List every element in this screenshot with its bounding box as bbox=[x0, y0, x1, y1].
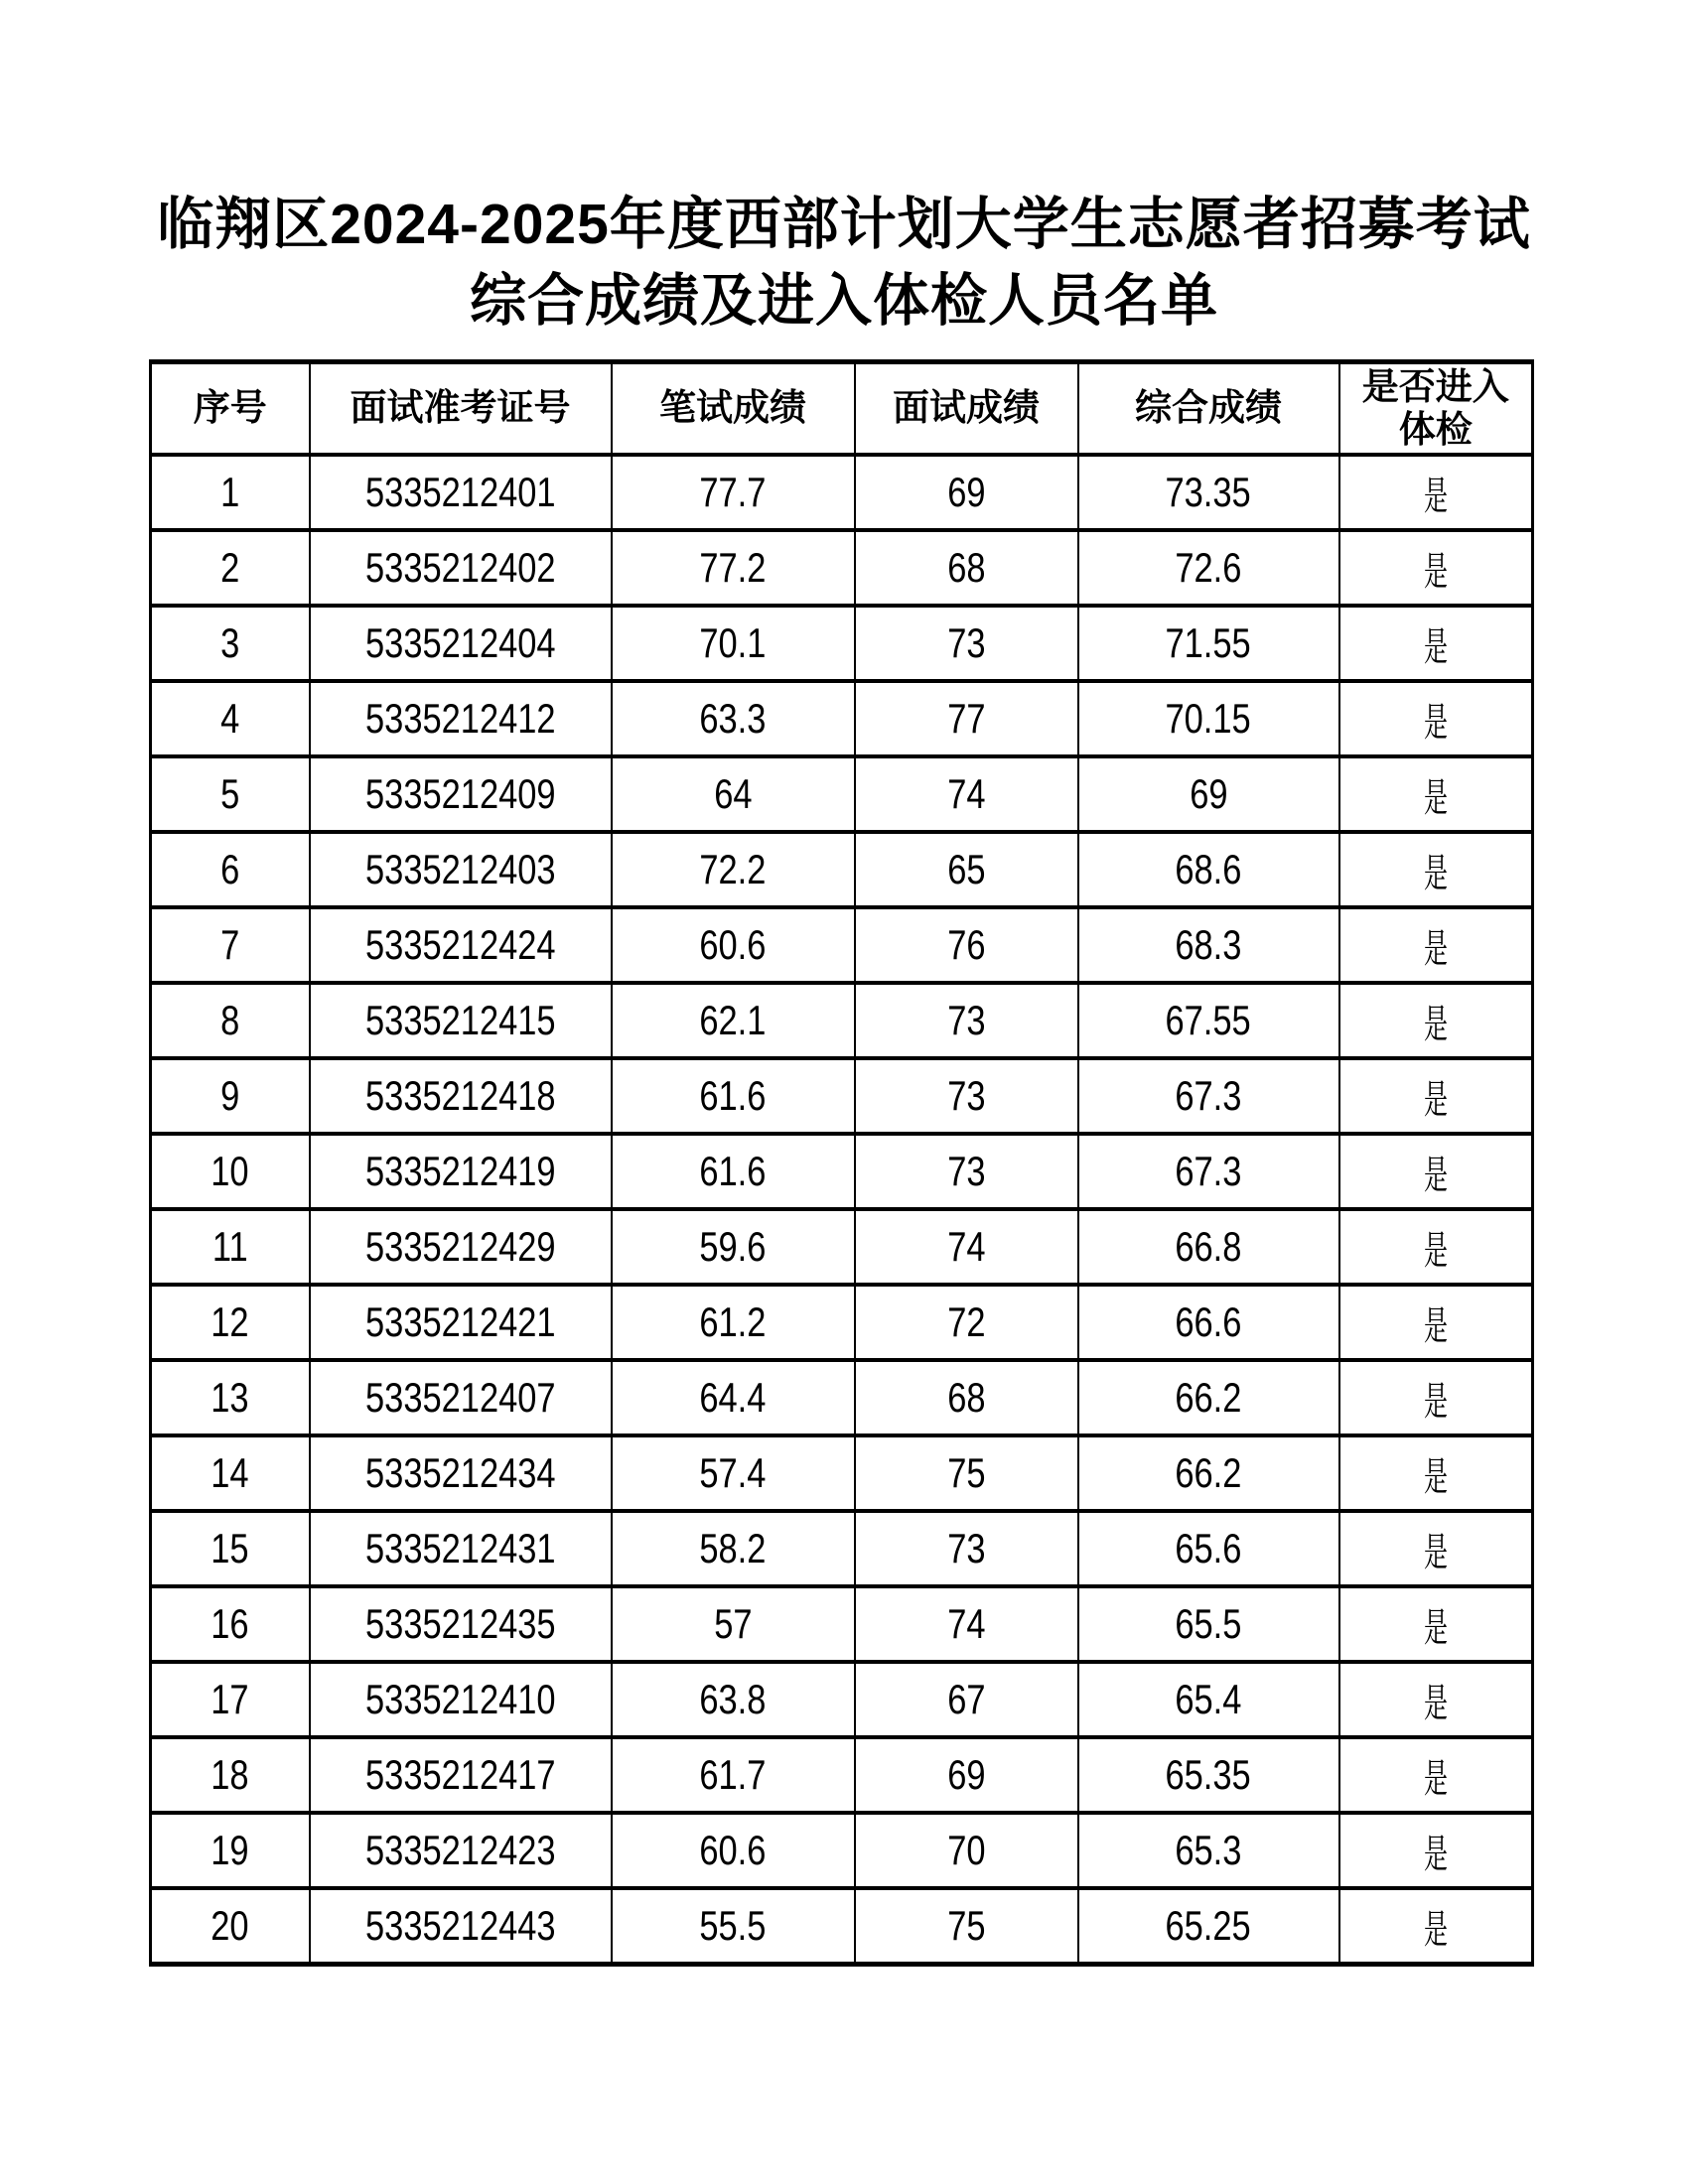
cell-text: 68 bbox=[946, 544, 986, 592]
cell-seq-no bbox=[151, 1737, 310, 1813]
cell-medical-check bbox=[1339, 832, 1533, 907]
cell-medical-check bbox=[1339, 1058, 1533, 1134]
cell-interview-score bbox=[855, 1888, 1078, 1965]
cell-overall-score bbox=[1078, 606, 1339, 681]
cell-written-score bbox=[612, 1209, 855, 1285]
cell-text: 59.6 bbox=[699, 1223, 767, 1271]
cell-text: 是 bbox=[1423, 474, 1448, 518]
cell-text: 63.8 bbox=[699, 1676, 767, 1723]
cell-text: 61.6 bbox=[699, 1072, 767, 1120]
cell-ticket-number bbox=[310, 1134, 612, 1209]
cell-text: 是 bbox=[1423, 1681, 1448, 1725]
cell-written-score bbox=[612, 1511, 855, 1586]
table-row bbox=[151, 606, 1533, 681]
cell-interview-score bbox=[855, 1813, 1078, 1888]
cell-text: 68.3 bbox=[1175, 921, 1242, 969]
cell-text: 67.3 bbox=[1175, 1072, 1242, 1120]
cell-overall-score bbox=[1078, 907, 1339, 983]
cell-interview-score bbox=[855, 1435, 1078, 1511]
cell-written-score bbox=[612, 530, 855, 606]
cell-text: 69 bbox=[946, 1751, 986, 1799]
cell-text: 65.5 bbox=[1175, 1600, 1242, 1648]
cell-overall-score bbox=[1078, 681, 1339, 756]
table-row bbox=[151, 1209, 1533, 1285]
cell-interview-score bbox=[855, 455, 1078, 530]
cell-written-score bbox=[612, 832, 855, 907]
cell-written-score bbox=[612, 1888, 855, 1965]
cell-text: 70.1 bbox=[699, 619, 767, 667]
table-row bbox=[151, 832, 1533, 907]
cell-text: 76 bbox=[946, 921, 986, 969]
cell-seq-no bbox=[151, 907, 310, 983]
cell-ticket-number bbox=[310, 530, 612, 606]
cell-text: 75 bbox=[946, 1902, 986, 1950]
cell-text: 66.6 bbox=[1175, 1298, 1242, 1346]
cell-medical-check bbox=[1339, 1209, 1533, 1285]
cell-written-score bbox=[612, 1813, 855, 1888]
cell-medical-check bbox=[1339, 1586, 1533, 1662]
cell-text: 5335212443 bbox=[364, 1902, 556, 1950]
cell-text: 14 bbox=[211, 1449, 249, 1497]
cell-text: 65.4 bbox=[1175, 1676, 1242, 1723]
cell-medical-check bbox=[1339, 455, 1533, 530]
cell-text: 5335212412 bbox=[364, 695, 556, 743]
cell-text: 65.3 bbox=[1175, 1827, 1242, 1874]
cell-text: 是 bbox=[1423, 1153, 1448, 1197]
cell-text: 是 bbox=[1423, 851, 1448, 895]
cell-written-score bbox=[612, 1435, 855, 1511]
cell-text: 是 bbox=[1423, 1454, 1448, 1499]
cell-text: 65.35 bbox=[1165, 1751, 1252, 1799]
cell-text: 是 bbox=[1423, 1605, 1448, 1650]
cell-text: 8 bbox=[220, 997, 240, 1044]
cell-overall-score bbox=[1078, 1511, 1339, 1586]
cell-text: 73 bbox=[946, 997, 986, 1044]
cell-text: 67 bbox=[946, 1676, 986, 1723]
cell-text: 60.6 bbox=[699, 921, 767, 969]
cell-text: 72.6 bbox=[1175, 544, 1242, 592]
cell-medical-check bbox=[1339, 1813, 1533, 1888]
cell-text: 是 bbox=[1423, 775, 1448, 820]
cell-text: 66.2 bbox=[1175, 1449, 1242, 1497]
cell-text: 64.4 bbox=[699, 1374, 767, 1422]
cell-seq-no bbox=[151, 983, 310, 1058]
cell-text: 61.2 bbox=[699, 1298, 767, 1346]
cell-text: 5335212424 bbox=[364, 921, 556, 969]
cell-text: 5335212421 bbox=[364, 1298, 556, 1346]
table-row bbox=[151, 1586, 1533, 1662]
cell-text: 10 bbox=[211, 1148, 249, 1195]
cell-text: 18 bbox=[211, 1751, 249, 1799]
cell-overall-score bbox=[1078, 1285, 1339, 1360]
cell-seq-no bbox=[151, 606, 310, 681]
table-row bbox=[151, 1813, 1533, 1888]
cell-text: 77.2 bbox=[699, 544, 767, 592]
cell-medical-check bbox=[1339, 1737, 1533, 1813]
cell-text: 70 bbox=[946, 1827, 986, 1874]
cell-text: 是 bbox=[1423, 926, 1448, 971]
cell-text: 5335212429 bbox=[364, 1223, 556, 1271]
cell-medical-check bbox=[1339, 1134, 1533, 1209]
cell-text: 6 bbox=[220, 846, 240, 893]
cell-medical-check bbox=[1339, 1360, 1533, 1435]
cell-text: 13 bbox=[211, 1374, 249, 1422]
cell-seq-no bbox=[151, 832, 310, 907]
cell-ticket-number bbox=[310, 455, 612, 530]
cell-written-score bbox=[612, 681, 855, 756]
table-row bbox=[151, 907, 1533, 983]
table-row bbox=[151, 1360, 1533, 1435]
cell-seq-no bbox=[151, 1435, 310, 1511]
cell-text: 5335212407 bbox=[364, 1374, 556, 1422]
cell-seq-no bbox=[151, 1209, 310, 1285]
cell-text: 69 bbox=[1189, 770, 1228, 818]
cell-ticket-number bbox=[310, 1662, 612, 1737]
cell-seq-no bbox=[151, 1134, 310, 1209]
cell-ticket-number bbox=[310, 1285, 612, 1360]
table-row bbox=[151, 983, 1533, 1058]
cell-ticket-number bbox=[310, 983, 612, 1058]
cell-text: 75 bbox=[946, 1449, 986, 1497]
cell-text: 5335212415 bbox=[364, 997, 556, 1044]
cell-written-score bbox=[612, 455, 855, 530]
cell-interview-score bbox=[855, 907, 1078, 983]
cell-text: 61.7 bbox=[699, 1751, 767, 1799]
score-table bbox=[149, 359, 1534, 1967]
cell-text: 是 bbox=[1423, 1077, 1448, 1122]
cell-text: 5335212434 bbox=[364, 1449, 556, 1497]
cell-medical-check bbox=[1339, 756, 1533, 832]
cell-ticket-number bbox=[310, 1511, 612, 1586]
cell-overall-score bbox=[1078, 1813, 1339, 1888]
cell-text: 5335212417 bbox=[364, 1751, 556, 1799]
cell-seq-no bbox=[151, 455, 310, 530]
cell-text: 是 bbox=[1423, 1832, 1448, 1876]
cell-text: 16 bbox=[211, 1600, 249, 1648]
page-title bbox=[0, 187, 1688, 340]
cell-written-score bbox=[612, 1586, 855, 1662]
cell-medical-check bbox=[1339, 1888, 1533, 1965]
cell-text: 7 bbox=[220, 921, 240, 969]
cell-written-score bbox=[612, 756, 855, 832]
cell-text: 72.2 bbox=[699, 846, 767, 893]
cell-overall-score bbox=[1078, 1058, 1339, 1134]
cell-text: 77 bbox=[946, 695, 986, 743]
cell-text: 55.5 bbox=[699, 1902, 767, 1950]
cell-interview-score bbox=[855, 1285, 1078, 1360]
cell-seq-no bbox=[151, 1813, 310, 1888]
header-row bbox=[151, 362, 1533, 456]
cell-text: 5335212431 bbox=[364, 1525, 556, 1572]
table-row bbox=[151, 530, 1533, 606]
cell-seq-no bbox=[151, 756, 310, 832]
table-row bbox=[151, 1134, 1533, 1209]
cell-text: 69 bbox=[946, 469, 986, 516]
cell-ticket-number bbox=[310, 907, 612, 983]
cell-text: 5335212403 bbox=[364, 846, 556, 893]
cell-medical-check bbox=[1339, 907, 1533, 983]
cell-interview-score bbox=[855, 1737, 1078, 1813]
cell-text: 67.55 bbox=[1165, 997, 1252, 1044]
cell-seq-no bbox=[151, 1511, 310, 1586]
cell-interview-score bbox=[855, 983, 1078, 1058]
table-row bbox=[151, 1285, 1533, 1360]
cell-seq-no bbox=[151, 681, 310, 756]
cell-interview-score bbox=[855, 756, 1078, 832]
cell-seq-no bbox=[151, 1285, 310, 1360]
cell-text: 5 bbox=[220, 770, 240, 818]
cell-text: 是 bbox=[1423, 1379, 1448, 1424]
cell-text: 5335212435 bbox=[364, 1600, 556, 1648]
cell-medical-check bbox=[1339, 1511, 1533, 1586]
cell-text: 74 bbox=[946, 1600, 986, 1648]
cell-text: 5335212410 bbox=[364, 1676, 556, 1723]
cell-text: 是 bbox=[1423, 1303, 1448, 1348]
cell-text: 是 bbox=[1423, 1756, 1448, 1801]
cell-interview-score bbox=[855, 1586, 1078, 1662]
cell-text: 65.6 bbox=[1175, 1525, 1242, 1572]
cell-text: 58.2 bbox=[699, 1525, 767, 1572]
cell-text: 66.8 bbox=[1175, 1223, 1242, 1271]
cell-text: 60.6 bbox=[699, 1827, 767, 1874]
cell-interview-score bbox=[855, 1662, 1078, 1737]
header-seq-no: 序号 bbox=[151, 362, 310, 456]
cell-ticket-number bbox=[310, 832, 612, 907]
cell-medical-check bbox=[1339, 1285, 1533, 1360]
cell-text: 5335212419 bbox=[364, 1148, 556, 1195]
cell-text: 71.55 bbox=[1165, 619, 1252, 667]
cell-overall-score bbox=[1078, 983, 1339, 1058]
cell-text: 73.35 bbox=[1165, 469, 1252, 516]
cell-text: 是 bbox=[1423, 1530, 1448, 1574]
cell-interview-score bbox=[855, 1360, 1078, 1435]
cell-ticket-number bbox=[310, 1737, 612, 1813]
cell-text: 73 bbox=[946, 1148, 986, 1195]
cell-text: 67.3 bbox=[1175, 1148, 1242, 1195]
table-row bbox=[151, 1888, 1533, 1965]
cell-text: 是 bbox=[1423, 1002, 1448, 1046]
cell-medical-check bbox=[1339, 1435, 1533, 1511]
cell-text: 是 bbox=[1423, 1228, 1448, 1273]
cell-ticket-number bbox=[310, 1888, 612, 1965]
cell-medical-check bbox=[1339, 983, 1533, 1058]
cell-text: 20 bbox=[211, 1902, 249, 1950]
cell-text: 73 bbox=[946, 619, 986, 667]
cell-overall-score bbox=[1078, 1586, 1339, 1662]
cell-ticket-number bbox=[310, 1586, 612, 1662]
cell-text: 57.4 bbox=[699, 1449, 767, 1497]
cell-text: 4 bbox=[220, 695, 240, 743]
cell-ticket-number bbox=[310, 1209, 612, 1285]
cell-text: 9 bbox=[220, 1072, 240, 1120]
table-row bbox=[151, 1662, 1533, 1737]
cell-interview-score bbox=[855, 1058, 1078, 1134]
cell-written-score bbox=[612, 1285, 855, 1360]
cell-text: 是 bbox=[1423, 700, 1448, 745]
cell-text: 1 bbox=[220, 469, 240, 516]
cell-text: 73 bbox=[946, 1072, 986, 1120]
table-row bbox=[151, 455, 1533, 530]
cell-interview-score bbox=[855, 606, 1078, 681]
table-row bbox=[151, 756, 1533, 832]
header-medical-check: 是否进入体检 bbox=[1339, 362, 1533, 456]
cell-overall-score bbox=[1078, 1134, 1339, 1209]
cell-seq-no bbox=[151, 1662, 310, 1737]
cell-text: 62.1 bbox=[699, 997, 767, 1044]
cell-text: 是 bbox=[1423, 549, 1448, 594]
cell-interview-score bbox=[855, 1511, 1078, 1586]
cell-overall-score bbox=[1078, 1209, 1339, 1285]
cell-overall-score bbox=[1078, 1662, 1339, 1737]
cell-written-score bbox=[612, 606, 855, 681]
cell-overall-score bbox=[1078, 530, 1339, 606]
cell-overall-score bbox=[1078, 1435, 1339, 1511]
cell-text: 2 bbox=[220, 544, 240, 592]
cell-overall-score bbox=[1078, 756, 1339, 832]
cell-seq-no bbox=[151, 1058, 310, 1134]
cell-text: 19 bbox=[211, 1827, 249, 1874]
cell-text: 11 bbox=[211, 1223, 248, 1271]
table-row bbox=[151, 1058, 1533, 1134]
cell-text: 5335212402 bbox=[364, 544, 556, 592]
cell-seq-no bbox=[151, 1360, 310, 1435]
cell-text: 5335212418 bbox=[364, 1072, 556, 1120]
cell-written-score bbox=[612, 1737, 855, 1813]
cell-text: 70.15 bbox=[1165, 695, 1252, 743]
cell-text: 是 bbox=[1423, 1907, 1448, 1952]
cell-text: 68 bbox=[946, 1374, 986, 1422]
cell-written-score bbox=[612, 907, 855, 983]
table-row bbox=[151, 1435, 1533, 1511]
cell-text: 是 bbox=[1423, 624, 1448, 669]
cell-text: 74 bbox=[946, 770, 986, 818]
cell-ticket-number bbox=[310, 1360, 612, 1435]
cell-text: 74 bbox=[946, 1223, 986, 1271]
cell-text: 68.6 bbox=[1175, 846, 1242, 893]
cell-text: 5335212404 bbox=[364, 619, 556, 667]
cell-overall-score bbox=[1078, 832, 1339, 907]
cell-text: 66.2 bbox=[1175, 1374, 1242, 1422]
cell-overall-score bbox=[1078, 1888, 1339, 1965]
cell-interview-score bbox=[855, 1134, 1078, 1209]
cell-text: 57 bbox=[713, 1600, 753, 1648]
cell-interview-score bbox=[855, 530, 1078, 606]
cell-text: 5335212401 bbox=[364, 469, 556, 516]
cell-overall-score bbox=[1078, 1737, 1339, 1813]
cell-interview-score bbox=[855, 832, 1078, 907]
cell-seq-no bbox=[151, 1586, 310, 1662]
cell-written-score bbox=[612, 1134, 855, 1209]
cell-interview-score bbox=[855, 681, 1078, 756]
cell-ticket-number bbox=[310, 1813, 612, 1888]
cell-overall-score bbox=[1078, 1360, 1339, 1435]
table-row bbox=[151, 1511, 1533, 1586]
cell-ticket-number bbox=[310, 681, 612, 756]
cell-written-score bbox=[612, 1360, 855, 1435]
cell-text: 65 bbox=[946, 846, 986, 893]
cell-ticket-number bbox=[310, 1058, 612, 1134]
cell-medical-check bbox=[1339, 681, 1533, 756]
cell-text: 3 bbox=[220, 619, 240, 667]
cell-text: 65.25 bbox=[1165, 1902, 1252, 1950]
cell-ticket-number bbox=[310, 1435, 612, 1511]
cell-text: 72 bbox=[946, 1298, 986, 1346]
cell-written-score bbox=[612, 1058, 855, 1134]
cell-text: 64 bbox=[713, 770, 753, 818]
cell-text: 5335212409 bbox=[364, 770, 556, 818]
cell-seq-no bbox=[151, 530, 310, 606]
cell-text: 17 bbox=[211, 1676, 249, 1723]
cell-seq-no bbox=[151, 1888, 310, 1965]
page-title-line1: 临翔区2024-2025年度西部计划大学生志愿者招募考试 bbox=[157, 193, 1531, 256]
cell-medical-check bbox=[1339, 606, 1533, 681]
header-overall-score: 综合成绩 bbox=[1078, 362, 1339, 456]
table-row bbox=[151, 681, 1533, 756]
cell-written-score bbox=[612, 1662, 855, 1737]
header-interview-score: 面试成绩 bbox=[855, 362, 1078, 456]
cell-ticket-number bbox=[310, 606, 612, 681]
cell-text: 61.6 bbox=[699, 1148, 767, 1195]
cell-overall-score bbox=[1078, 455, 1339, 530]
header-ticket-number: 面试准考证号 bbox=[310, 362, 612, 456]
cell-medical-check bbox=[1339, 530, 1533, 606]
table-row bbox=[151, 1737, 1533, 1813]
cell-interview-score bbox=[855, 1209, 1078, 1285]
cell-medical-check bbox=[1339, 1662, 1533, 1737]
page-title-line2: 综合成绩及进入体检人员名单 bbox=[470, 269, 1218, 333]
cell-text: 12 bbox=[211, 1298, 249, 1346]
cell-ticket-number bbox=[310, 756, 612, 832]
header-written-score: 笔试成绩 bbox=[612, 362, 855, 456]
cell-written-score bbox=[612, 983, 855, 1058]
cell-text: 77.7 bbox=[699, 469, 767, 516]
cell-text: 73 bbox=[946, 1525, 986, 1572]
cell-text: 15 bbox=[211, 1525, 249, 1572]
cell-text: 63.3 bbox=[699, 695, 767, 743]
cell-text: 5335212423 bbox=[364, 1827, 556, 1874]
